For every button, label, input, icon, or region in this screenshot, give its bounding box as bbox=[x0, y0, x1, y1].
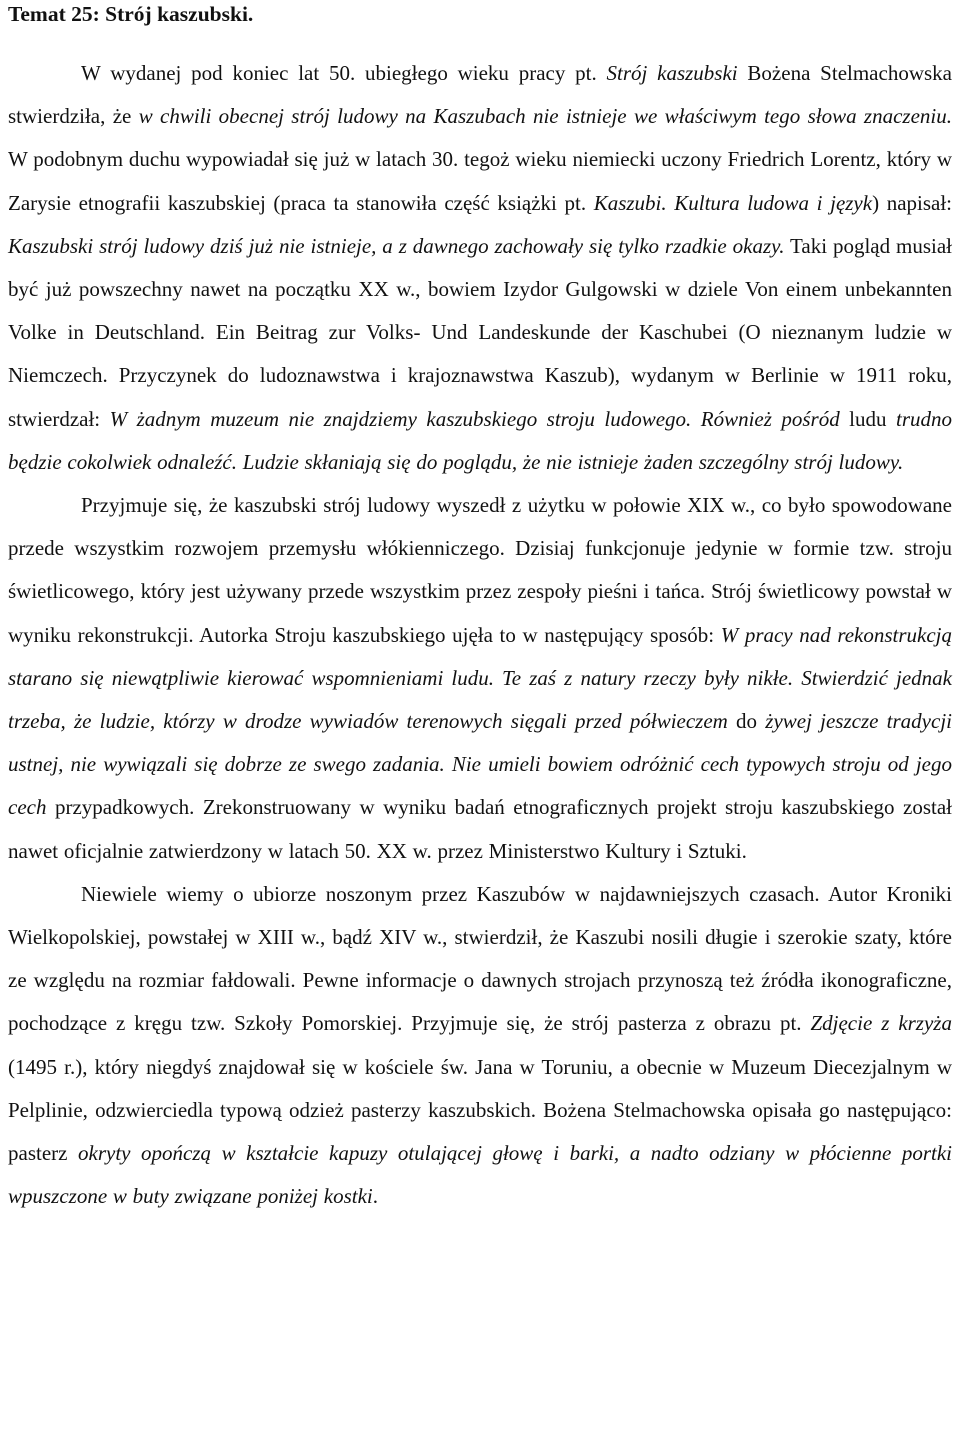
paragraph-3-italic-title: Zdjęcie z krzyża bbox=[810, 1011, 952, 1036]
paragraph-2-quote: żywej jeszcze tradycji ustnej, nie wywiązali się dobrze ze swego zadania. Nie umieli bowiem odróżnić cech typowych stroju od jego cech bbox=[8, 709, 952, 820]
paragraph-2-text: do bbox=[727, 709, 766, 734]
paragraph-2-text: przypadkowych. Zrekonstruowany w wyniku badań etnograficznych projekt stroju kaszubskiego został nawet oficjalnie zatwierdzony w latach 50. XX w. przez Ministerstwo Kultury i Sztuki. bbox=[8, 795, 952, 863]
paragraph-2-text: Przyjmuje się, że kaszubski strój ludowy wyszedł z użytku w połowie XIX w., co było spowodowane przede wszystkim rozwojem przemysłu włókienniczego. Dzisiaj funkcjonuje jedynie w formie tzw. stroju świetlicowego, który jest używany przede wszystkim przez zespoły pieśni i tańca. Strój świetlicowy powstał w wyniku rekonstrukcji. Autorka Stroju kaszubskiego ujęła to w następujący sposób: bbox=[8, 493, 952, 647]
paragraph-1 bbox=[8, 52, 952, 484]
paragraph-1-quote: W żadnym muzeum nie znajdziemy kaszubskiego stroju ludowego. Również pośród bbox=[109, 406, 840, 431]
paragraph-1-text: ) napisał: bbox=[872, 190, 953, 215]
paragraph-1-text: W wydanej pod koniec lat 50. ubiegłego wieku pracy pt. bbox=[81, 61, 607, 85]
paragraph-1-quote: Kaszubski strój ludowy dziś już nie istnieje, a z dawnego zachowały się tylko rzadkie okazy. bbox=[8, 233, 785, 258]
paragraph-1-italic-title: Kaszubi. Kultura ludowa i język bbox=[593, 190, 873, 215]
paragraph-1-text: Taki pogląd musiał być już powszechny nawet na początku XX w., bowiem Izydor Gulgowski w dziele Von einem unbekannten Volke in Deutschland. Ein Beitrag zur Volks- Und Landeskunde der Kaschubei (O nieznanym ludzie w Niemczech. Przyczynek do ludoznawstwa i krajoznawstwa Kaszub), wydanym w Berlinie w 1911 roku, stwierdzał: bbox=[8, 233, 952, 431]
paragraph-3-text: (1495 r.), który niegdyś znajdował się w kościele św. Jana w Toruniu, a obecnie w Muzeum Diecezjalnym w Pelplinie, odzwierciedla typową odzież pasterzy kaszubskich. Bożena Stelmachowska opisała go następująco: pasterz bbox=[8, 1054, 952, 1166]
paragraph-3 bbox=[8, 873, 952, 1219]
paragraph-2-quote: W pracy nad rekonstrukcją starano się niewątpliwie kierować wspomnieniami ludu. Te zaś z natury rzeczy były nikłe. Stwierdzić jednak trzeba, że ludzie, którzy w drodze wywiadów terenowych sięgali przed półwieczem bbox=[8, 622, 953, 734]
paragraph-2 bbox=[8, 484, 952, 873]
paragraph-3-text: Niewiele wiemy o ubiorze noszonym przez Kaszubów w najdawniejszych czasach. Autor Kroniki Wielkopolskiej, powstałej w XIII w., bądź XIV w., stwierdził, że Kaszubi nosili długie i szerokie szaty, które ze względu na rozmiar fałdowali. Pewne informacje o dawnych strojach przynoszą też źródła ikonograficzne, pochodzące z kręgu tzw. Szkoły Pomorskiej. Przyjmuje się, że strój pasterza z obrazu pt. bbox=[8, 881, 952, 1036]
paragraph-1-text: Bożena Stelmachowska stwierdziła, że bbox=[8, 61, 952, 129]
document-title: Temat 25: Strój kaszubski. bbox=[8, 2, 254, 26]
paragraph-1-quote: w chwili obecnej strój ludowy na Kaszubach nie istnieje we właściwym tego słowa znaczeniu. bbox=[138, 104, 952, 129]
paragraph-1-text: ludu bbox=[839, 406, 896, 431]
paragraph-3-quote: okryty opończą w kształcie kapuzy otulającej głowę i barki, a nadto odziany w płócienne portki wpuszczone w buty związane poniżej kostki bbox=[8, 1141, 952, 1209]
paragraph-3-text: . bbox=[372, 1184, 378, 1209]
paragraph-1-italic-title: Strój kaszubski bbox=[606, 61, 738, 85]
paragraph-1-text: W podobnym duchu wypowiadał się już w latach 30. tegoż wieku niemiecki uczony Friedrich Lorentz, który w Zarysie etnografii kaszubskiej (praca ta stanowiła część książki pt. bbox=[8, 147, 952, 215]
paragraph-1-quote: trudno będzie cokolwiek odnaleźć. Ludzie skłaniają się do poglądu, że nie istnieje żaden szczególny strój ludowy. bbox=[8, 406, 952, 474]
